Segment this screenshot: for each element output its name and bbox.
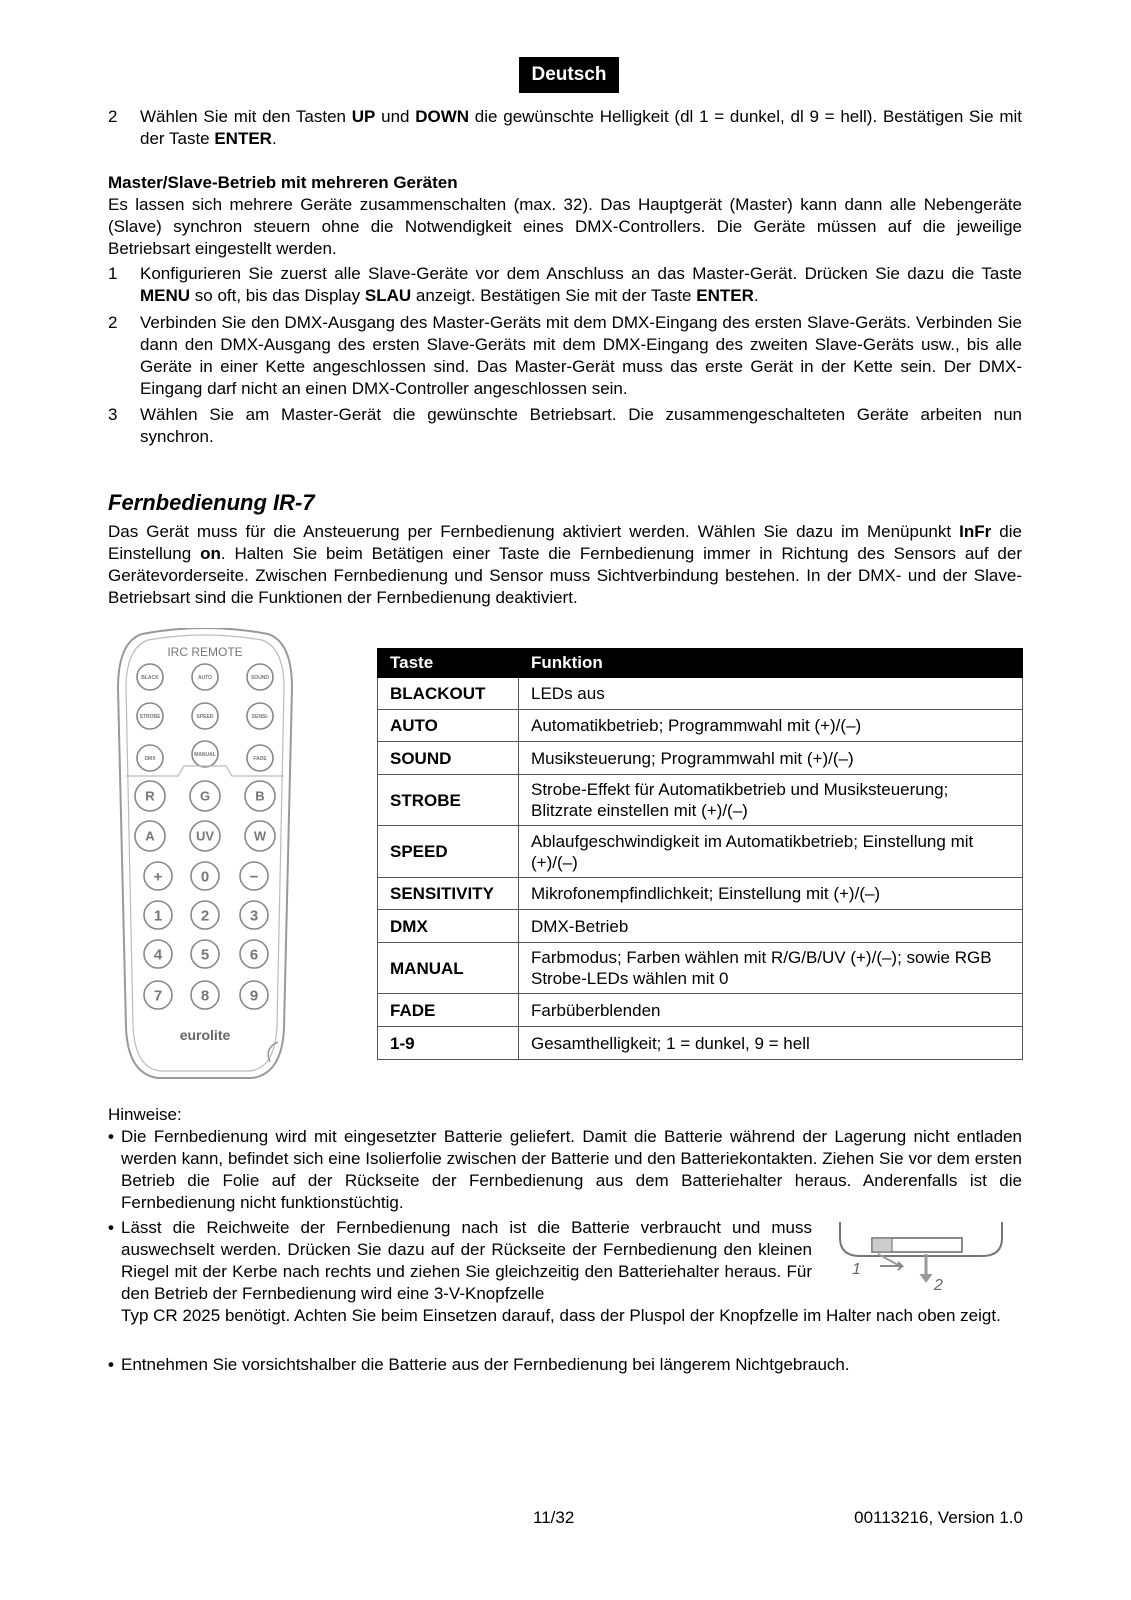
table-row: BLACKOUT LEDs aus [378,678,1023,710]
digit-button-label: − [249,868,259,886]
notes-label: Hinweise: [108,1105,182,1124]
table-header-function: Funktion [519,649,1023,678]
table-row: MANUAL Farbmodus; Farben wählen mit R/G/B/UV (+)/(–); sowie RGB Strobe-LEDs wählen mit 0 [378,943,1023,994]
remote-title: IRC REMOTE [167,645,243,659]
function-button-label: DMX [144,755,156,762]
digit-button-label: + [153,868,163,886]
figure-label-1: 1 [852,1261,861,1278]
function-button-label: AUTO [197,674,213,681]
figure-label-2: 2 [934,1277,943,1292]
remote-heading: Fernbedienung IR-7 [108,490,315,515]
document-version: 00113216, Version 1.0 [854,1508,1023,1527]
note-item: • Entnehmen Sie vorsichtshalber die Batterie aus der Fernbedienung bei längerem Nichtgebrauch. [108,1355,850,1374]
digit-button-label: 2 [200,907,210,925]
digit-button-label: 3 [249,907,259,925]
remote-brand-logo: eurolite [179,1027,231,1043]
digit-button-label: 9 [249,987,259,1005]
table-row: DMX DMX-Betrieb [378,910,1023,943]
color-button-label: G [199,788,211,804]
table-row: SENSITIVITY Mikrofonempfindlichkeit; Einstellung mit (+)/(–) [378,878,1023,910]
master-slave-step-1: 1 Konfigurieren Sie zuerst alle Slave-Geräte vor dem Anschluss an das Master-Gerät. Drücken Sie dazu die Taste MENU so oft, bis das Display SLAU anzeigt. Bestätigen Sie mit der Taste ENTER. [108,264,1022,305]
digit-button-label: 8 [200,987,210,1005]
function-button-label: FADE [253,755,267,762]
digit-button-label: 5 [200,946,210,964]
function-table [377,648,1023,1060]
table-row: FADE Farbüberblenden [378,994,1023,1027]
note-item-continued: Typ CR 2025 benötigt. Achten Sie beim Einsetzen darauf, dass der Pluspol der Knopfzelle im Halter nach oben zeigt. [121,1306,1001,1325]
function-button-label: SOUND [250,674,270,681]
digit-button-label: 4 [153,946,163,964]
digit-button-label: 0 [200,868,210,886]
note-item: • Die Fernbedienung wird mit eingesetzter Batterie geliefert. Damit die Batterie während der Lagerung nicht entladen werden kann, befindet sich eine Isolierfolie zwischen der Batterie und den Batteriekontakten. Ziehen Sie vor dem ersten Betrieb die Folie auf der Rückseite der Fernbedienung aus dem Batteriehalter heraus. Anderenfalls ist die Fernbedienung nicht funktionstüchtig. [108,1127,1022,1212]
master-slave-heading: Master/Slave-Betrieb mit mehreren Geräten [108,173,458,192]
color-button-label: A [145,828,155,844]
remote-paragraph: Das Gerät muss für die Ansteuerung per Fernbedienung aktiviert werden. Wählen Sie dazu im Menüpunkt InFr die Einstellung on. Halten Sie beim Betätigen einer Taste die Fernbedienung immer in Richtung des Sensors auf der Gerätevorderseite. Zwischen Fernbedienung und Sensor muss Sichtverbindung bestehen. In der DMX- und der Slave-Betriebsart sind die Funktionen der Fernbedienung deaktiviert. [108,522,1022,607]
intro-step: 2 Wählen Sie mit den Tasten UP und DOWN die gewünschte Helligkeit (dl 1 = dunkel, dl 9 = hell). Bestätigen Sie mit der Taste ENTER. [108,107,1022,148]
remote-control-image [112,628,298,1084]
digit-button-label: 1 [153,907,163,925]
table-header-row [378,649,1023,678]
note-item: • Lässt die Reichweite der Fernbedienung nach ist die Batterie verbraucht und muss auswechselt werden. Drücken Sie dazu auf der Rückseite der Fernbedienung den kleinen Riegel mit der Kerbe nach rechts und ziehen Sie gleichzeitig den Batteriehalter heraus. Für den Betrieb der Fernbedienung wird eine 3-V-Knopfzelle [108,1218,812,1303]
master-slave-step-2: 2 Verbinden Sie den DMX-Ausgang des Master-Geräts mit dem DMX-Eingang des ersten Slave-Geräts. Verbinden Sie dann den DMX-Ausgang des ersten Slave-Geräts mit dem DMX-Eingang des zweiten Slave-Geräts usw., bis alle Geräte in einer Kette angeschlossen sind. Das Master-Gerät muss das erste Gerät in der Kette sein. Der DMX-Eingang darf nicht an einen DMX-Controller angeschlossen sein. [108,313,1022,398]
page-number: 11/32 [533,1508,575,1527]
master-slave-step-3: 3 Wählen Sie am Master-Gerät die gewünschte Betriebsart. Die zusammengeschalteten Geräte arbeiten nun synchron. [108,405,1022,446]
function-button-label: STROBE [139,713,161,720]
table-row: STROBE Strobe-Effekt für Automatikbetrieb und Musiksteuerung; Blitzrate einstellen mit (+)/(–) [378,775,1023,826]
digit-button-label: 7 [153,987,163,1005]
battery-holder-figure [838,1220,1004,1292]
color-button-label: R [145,788,155,804]
master-slave-paragraph: Es lassen sich mehrere Geräte zusammenschalten (max. 32). Das Hauptgerät (Master) kann dann alle Nebengeräte (Slave) synchron steuern ohne die Notwendigkeit eines DMX-Controllers. Die Geräte müssen auf die jeweilige Betriebsart eingestellt werden. [108,195,1022,258]
table-header-key: Taste [378,649,519,678]
table-row: SOUND Musiksteuerung; Programmwahl mit (+)/(–) [378,742,1023,775]
table-row: 1-9 Gesamthelligkeit; 1 = dunkel, 9 = hell [378,1027,1023,1060]
color-button-label: UV [195,828,215,844]
table-row: SPEED Ablaufgeschwindigkeit im Automatikbetrieb; Einstellung mit (+)/(–) [378,826,1023,878]
table-row: AUTO Automatikbetrieb; Programmwahl mit (+)/(–) [378,710,1023,742]
function-button-label: SPEED [196,713,214,720]
language-tag: Deutsch [519,57,619,93]
function-button-label: SENSI- [251,713,269,720]
color-button-label: B [255,788,265,804]
color-button-label: W [253,828,267,844]
digit-button-label: 6 [249,946,259,964]
remote-buttons-group [126,664,284,1009]
function-button-label: MANUAL [194,751,216,758]
function-button-label: BLACK [141,674,159,681]
